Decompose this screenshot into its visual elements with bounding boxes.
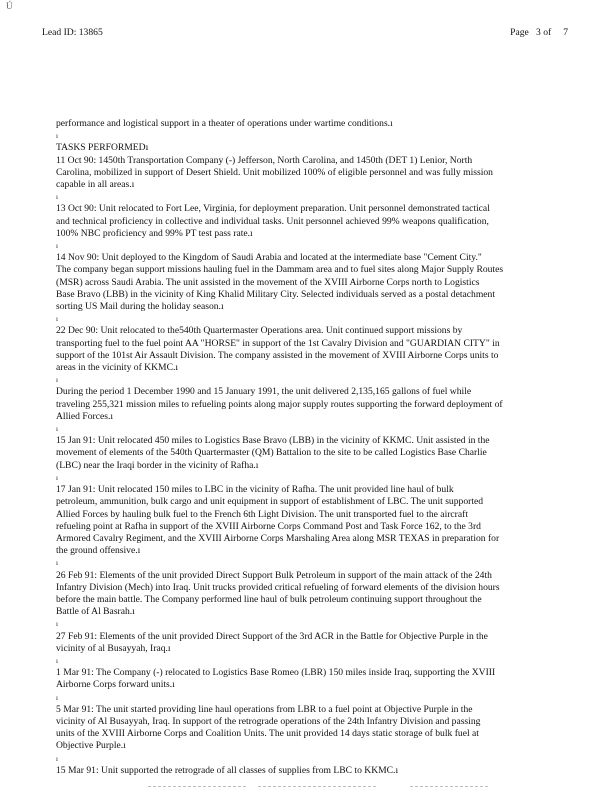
separator-mark: ı: [56, 132, 58, 141]
document-body: [56, 118, 568, 777]
task-entry-line: 14 Nov 90: Unit deployed to the Kingdom of Saudi Arabia and located at the intermediate base "Cement City.": [56, 252, 482, 264]
task-list: [56, 155, 568, 777]
task-entry-line: movement of elements of the 540th Quartermaster (QM) Battalion to the site to be called Logistics Base Charlie: [56, 447, 487, 459]
task-entry-line: Armored Cavalry Regiment, and the XVIII Airborne Corps Marshaling Area along MSR TEXAS in preparation for: [56, 532, 500, 544]
separator-mark: ı: [56, 693, 58, 702]
section-title: TASKS PERFORMEDı: [56, 142, 149, 154]
task-entry-line: 1 Mar 91: The Company (-) relocated to Logistics Base Romeo (LBR) 150 miles inside Iraq, supporting the XVIII: [56, 667, 496, 679]
separator-mark: ı: [56, 754, 58, 763]
task-entry-line: The company began support missions hauling fuel in the Dammam area and to fuel sites along Major Supply Routes: [56, 264, 504, 276]
task-entry-line: 15 Mar 91: Unit supported the retrograde of all classes of supplies from LBC to KKMC.ı: [56, 764, 399, 776]
separator-mark: ı: [56, 315, 58, 324]
task-entry-line: vicinity of Al Busayyah, Iraq. In support of the retrograde operations of the 24th Infantry Division and passing: [56, 715, 481, 727]
page-header: [42, 27, 570, 41]
task-entry-line: Objective Purple.ı: [56, 740, 126, 752]
task-entry: [56, 155, 568, 192]
task-entry-line: support of the 101st Air Assault Division. The company assisted in the movement of XVIII Airborne Corps units to: [56, 349, 499, 361]
intro-line: performance and logistical support in a theater of operations under wartime conditions.ı: [56, 118, 393, 129]
current-page: 3: [536, 27, 541, 38]
task-entry: [56, 386, 568, 423]
task-entry-line: Base Bravo (LBB) in the vicinity of King Khalid Military City. Selected individuals served as a postal detachment: [56, 288, 495, 300]
task-entry-line: Carolina, mobilized in support of Desert Shield. Unit mobilized 100% of eligible personnel and was fully mission: [56, 166, 493, 178]
page-label: Page: [510, 27, 529, 38]
task-entry-line: (MSR) across Saudi Arabia. The unit assisted in the movement of the XVIII Airborne Corps north to Logistics: [56, 276, 480, 288]
separator-mark: ı: [56, 242, 58, 251]
separator-mark: ı: [56, 559, 58, 568]
task-entry-line: areas in the vicinity of KKMC.ı: [56, 362, 179, 374]
footer-rule-center: [258, 786, 378, 787]
task-entry: [56, 765, 568, 777]
task-entry: [56, 325, 568, 374]
task-entry-line: 26 Feb 91: Elements of the unit provided Direct Support Bulk Petroleum in support of the main attack of the 24th: [56, 569, 492, 581]
corner-mark: Ú: [6, 1, 13, 11]
task-entry-line: Infantry Division (Mech) into Iraq. Unit trucks provided critical refueling of forward elements of the division hours: [56, 581, 500, 593]
task-entry: [56, 667, 568, 691]
task-entry-line: before the main battle. The Company performed line haul of bulk petroleum continuing support throughout the: [56, 593, 482, 605]
total-pages: 7: [563, 27, 568, 38]
task-entry-line: vicinity of al Busayyah, Iraq.ı: [56, 642, 171, 654]
task-entry-line: 22 Dec 90: Unit relocated to the540th Quartermaster Operations area. Unit continued support missions by: [56, 325, 463, 337]
task-entry: [56, 203, 568, 240]
of-label: of: [543, 27, 552, 38]
task-entry-line: (LBC) near the Iraqi border in the vicinity of Rafha.ı: [56, 459, 259, 471]
task-entry-line: capable in all areas.ı: [56, 179, 135, 191]
task-entry-line: 15 Jan 91: Unit relocated 450 miles to Logistics Base Bravo (LBB) in the vicinity of KKMC. Unit assisted in the: [56, 435, 490, 447]
footer-rule-left: [148, 786, 248, 787]
task-entry-line: units of the XVIII Airborne Corps and Coalition Units. The unit provided 14 days static storage of bulk fuel at: [56, 728, 479, 740]
task-entry: [56, 570, 568, 619]
task-entry-line: 17 Jan 91: Unit relocated 150 miles to LBC in the vicinity of Rafha. The unit provided line haul of bulk: [56, 484, 454, 496]
task-entry-line: Airborne Corps forward units.ı: [56, 679, 175, 691]
separator-mark: ı: [56, 620, 58, 629]
task-entry-line: transporting fuel to the fuel point AA "HORSE" in support of the 1st Cavalry Division and "GUARDIAN CITY" in: [56, 337, 500, 349]
footer-rule-right: [410, 786, 490, 787]
task-entry-line: petroleum, ammunition, bulk cargo and unit equipment in support of establishment of LBC. The unit supported: [56, 496, 484, 508]
task-entry-line: and technical proficiency in collective and individual tasks. Unit personnel achieved 99% weapons qualification,: [56, 215, 489, 227]
task-entry-line: 11 Oct 90: 1450th Transportation Company (-) Jefferson, North Carolina, and 1450th (DET 1) Lenior, North: [56, 154, 473, 166]
task-entry: [56, 484, 568, 557]
separator-mark: ı: [56, 656, 58, 665]
task-entry-line: Allied Forces.ı: [56, 410, 114, 422]
task-entry-line: refueling point at Rafha in support of the XVIII Airborne Corps Command Post and Task Force 162, to the 3rd: [56, 520, 481, 532]
separator-mark: ı: [56, 193, 58, 202]
task-entry-line: traveling 255,321 mission miles to refueling points along major supply routes supporting the forward deployment of: [56, 398, 503, 410]
task-entry: [56, 435, 568, 472]
task-entry-line: 27 Feb 91: Elements of the unit provided Direct Support of the 3rd ACR in the Battle for Objective Purple in the: [56, 630, 488, 642]
task-entry: [56, 631, 568, 655]
task-entry-line: Allied Forces by hauling bulk fuel to the French 6th Light Division. The unit transported fuel to the aircraft: [56, 508, 468, 520]
separator-mark: ı: [56, 425, 58, 434]
task-entry-line: Battle of Al Basrah.ı: [56, 606, 135, 618]
task-entry-line: 100% NBC proficiency and 99% PT test pass rate.ı: [56, 227, 253, 239]
task-entry-line: sorting US Mail during the holiday season.ı: [56, 301, 224, 313]
separator-mark: ı: [56, 473, 58, 482]
task-entry: [56, 252, 568, 313]
task-entry-line: 5 Mar 91: The unit started providing line haul operations from LBR to a fuel point at Objective Purple in the: [56, 703, 473, 715]
task-entry: [56, 704, 568, 753]
lead-id: Lead ID: 13865: [42, 27, 103, 38]
task-entry-line: 13 Oct 90: Unit relocated to Fort Lee, Virginia, for deployment preparation. Unit personnel demonstrated tactical: [56, 203, 490, 215]
task-entry-line: the ground offensive.ı: [56, 545, 141, 557]
separator-mark: ı: [56, 376, 58, 385]
page-number: [510, 27, 568, 38]
task-entry-line: During the period 1 December 1990 and 15 January 1991, the unit delivered 2,135,165 gallons of fuel while: [56, 386, 472, 398]
